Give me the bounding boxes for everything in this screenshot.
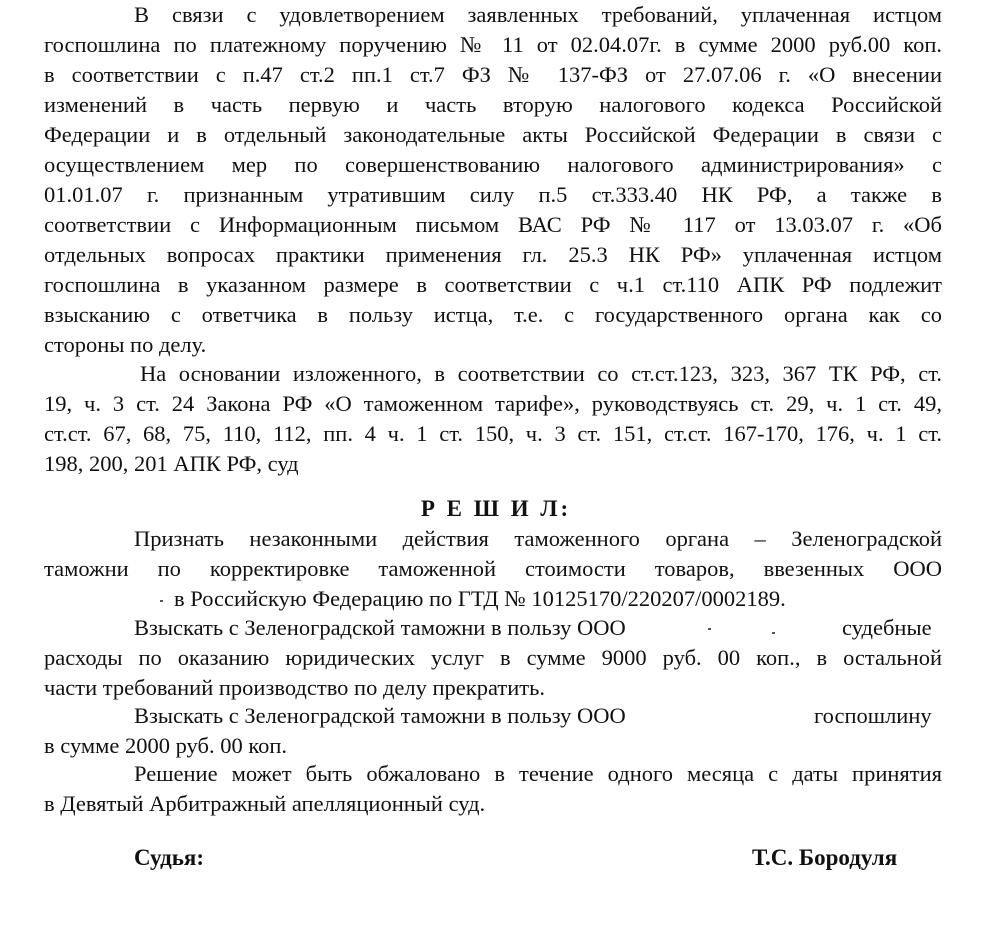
decision4-line-2: в Девятый Арбитражный апелляционный суд. [44,791,486,816]
scan-speck [772,632,775,634]
judge-name: Т.С. Бородуля [752,845,898,870]
decision4-line-1: Решение может быть обжаловано в течение одного месяца с даты принятия [134,761,942,786]
decision1-line-2: таможни по корректировке таможенной стоимости товаров, ввезенных ООО [44,556,942,581]
judge-label: Судья: [134,845,204,870]
para2-line-2: 19, ч. 3 ст. 24 Закона РФ «О таможенном тарифе», руководствуясь ст. 29, ч. 1 ст. 49, [44,391,942,416]
para1-line-6: осуществлением мер по совершенствованию налогового администрирования» с [44,152,942,177]
decision2-line-1-start: Взыскать с Зеленоградской таможни в пользу ООО [134,615,626,640]
para1-line-9: отдельных вопросах практики применения гл. 25.3 НК РФ» уплаченная истцом [44,242,942,267]
para1-line-5: Федерации и в отдельный законодательные акты Российской Федерации в связи с [44,122,942,147]
para1-line-10: госпошлина в указанном размере в соответствии с ч.1 ст.110 АПК РФ подлежит [44,272,942,297]
decision2-line-2: расходы по оказанию юридических услуг в сумме 9000 руб. 00 коп., в остальной [44,645,942,670]
decision2-line-3: части требований производство по делу прекратить. [44,675,545,700]
scan-speck [708,628,711,630]
decision3-line-1-end: госпошлину [814,703,932,728]
para1-line-11: взысканию с ответчика в пользу истца, т.е. с государственного органа как со [44,302,942,327]
decision1-line-3: в Российскую Федерацию по ГТД № 10125170/220207/0002189. [174,586,786,611]
para2-line-3: ст.ст. 67, 68, 75, 110, 112, пп. 4 ч. 1 ст. 150, ч. 3 ст. 151, ст.ст. 167-170, 176, ч. 1 ст. [44,421,942,446]
para2-line-1: На основании изложенного, в соответствии со ст.ст.123, 323, 367 ТК РФ, ст. [140,361,942,386]
para2-line-4: 198, 200, 201 АПК РФ, суд [44,451,299,476]
para1-line-8: соответствии с Информационным письмом ВАС РФ № 117 от 13.03.07 г. «Об [44,212,942,237]
scan-speck [160,600,163,602]
para1-line-7: 01.01.07 г. признанным утратившим силу п.5 ст.333.40 НК РФ, а также в [44,182,942,207]
decision3-line-1-start: Взыскать с Зеленоградской таможни в пользу ООО [134,703,626,728]
para1-line-1: В связи с удовлетворением заявленных требований, уплаченная истцом [134,2,942,27]
para1-line-3: в соответствии с п.47 ст.2 пп.1 ст.7 ФЗ № 137-ФЗ от 27.07.06 г. «О внесении [44,62,942,87]
para1-line-2: госпошлина по платежному поручению № 11 от 02.04.07г. в сумме 2000 руб.00 коп. [44,32,942,57]
para1-line-4: изменений в часть первую и часть вторую налогового кодекса Российской [44,92,942,117]
para1-line-12: стороны по делу. [44,332,207,357]
decision1-line-1: Признать незаконными действия таможенного органа – Зеленоградской [134,526,942,551]
decision3-line-2: в сумме 2000 руб. 00 коп. [44,733,288,758]
decision-heading: Р Е Ш И Л: [420,496,572,521]
decision2-line-1-end: судебные [842,615,932,640]
